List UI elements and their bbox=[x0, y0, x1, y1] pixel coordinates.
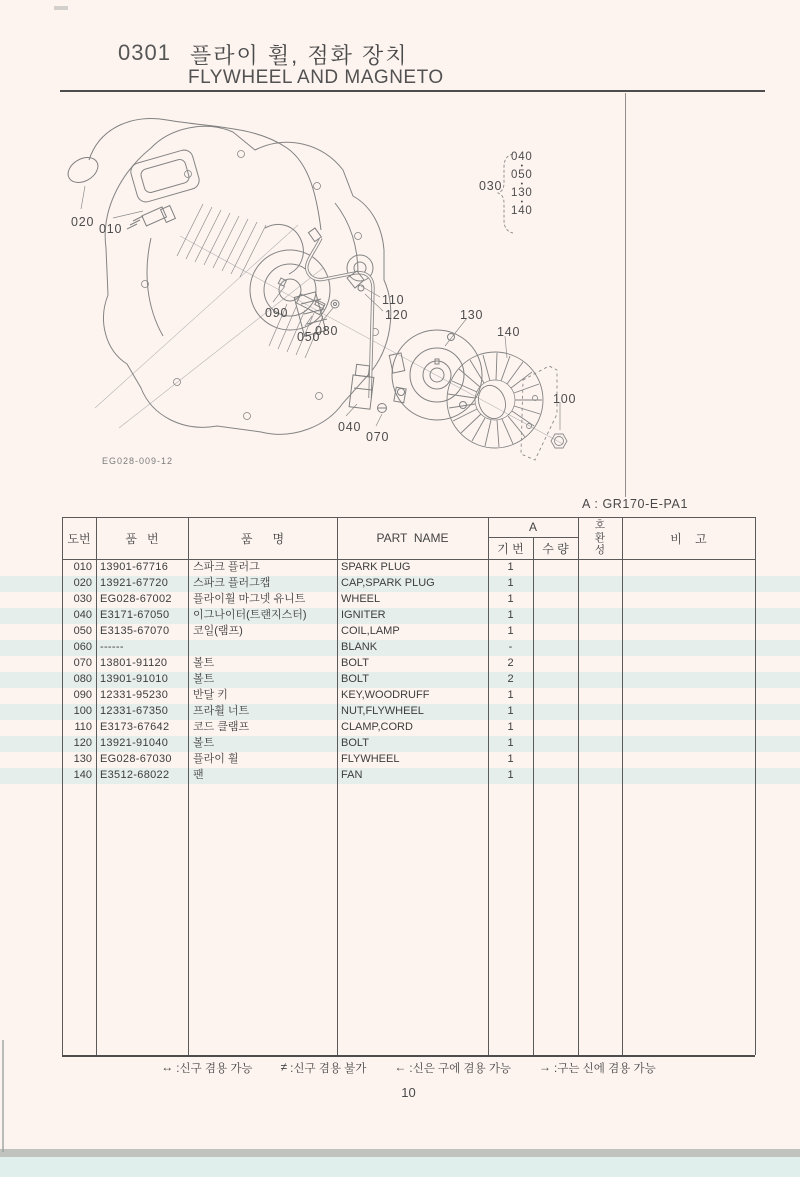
cell-name-ko bbox=[188, 639, 337, 655]
cell-qty2 bbox=[533, 575, 578, 591]
cell-part-name: NUT,FLYWHEEL bbox=[341, 705, 424, 717]
table-rows bbox=[62, 559, 755, 783]
cell-part-no: E3173-67642 bbox=[100, 721, 170, 733]
cell-qty: 1 bbox=[507, 593, 514, 605]
cell-remarks bbox=[622, 591, 755, 607]
cell-compat bbox=[578, 591, 622, 607]
cell-compat bbox=[578, 719, 622, 735]
group-dot: • bbox=[520, 181, 524, 188]
parts-table bbox=[62, 517, 755, 1055]
cell-qty: 1 bbox=[507, 625, 514, 637]
cell-part-name: WHEEL bbox=[341, 593, 381, 605]
table-border-right bbox=[755, 517, 756, 1055]
callout-120: 120 bbox=[385, 308, 409, 322]
cell-ref-no: 070 bbox=[73, 657, 92, 669]
callout-040: 040 bbox=[338, 420, 362, 434]
callout-100: 100 bbox=[553, 392, 577, 406]
cell-qty: 1 bbox=[507, 737, 514, 749]
cell-part-name: BOLT bbox=[341, 673, 369, 685]
cell-compat bbox=[578, 687, 622, 703]
legend-symbol-icon: ≠ bbox=[280, 1060, 288, 1074]
compat-char: 성 bbox=[594, 544, 606, 557]
cell-name-ko: 볼트 bbox=[193, 737, 215, 749]
table-row bbox=[62, 751, 755, 767]
cell-compat bbox=[578, 703, 622, 719]
legend-text: :신구 겸용 불가 bbox=[290, 1063, 367, 1075]
cell-name-ko: 스파크 플러그캡 bbox=[193, 577, 271, 589]
cell-ref-no: 120 bbox=[73, 737, 92, 749]
callout-130: 130 bbox=[460, 308, 484, 322]
group-dot: • bbox=[520, 199, 524, 206]
compat-char: 환 bbox=[594, 531, 606, 544]
cell-name-ko: 플라이휠 마그넷 유니트 bbox=[193, 593, 306, 605]
cell-part-no: 13921-67720 bbox=[100, 577, 169, 589]
cell-qty2 bbox=[533, 703, 578, 719]
group-item: 140 bbox=[511, 205, 533, 217]
cell-ref-no: 060 bbox=[73, 641, 92, 653]
cell-qty2 bbox=[533, 607, 578, 623]
cell-qty2 bbox=[533, 719, 578, 735]
cell-qty: 1 bbox=[507, 577, 514, 589]
cell-qty2 bbox=[533, 591, 578, 607]
table-row bbox=[62, 623, 755, 639]
cell-compat bbox=[578, 559, 622, 575]
cell-part-name: FLYWHEEL bbox=[341, 753, 400, 765]
cell-part-name: IGNITER bbox=[341, 609, 386, 621]
table-row bbox=[62, 703, 755, 719]
callout-010: 010 bbox=[99, 222, 123, 236]
cell-part-no: EG028-67030 bbox=[100, 753, 172, 765]
parts-diagram bbox=[55, 108, 675, 503]
col-header-group-a: A bbox=[528, 520, 537, 534]
cell-part-name: COIL,LAMP bbox=[341, 625, 400, 637]
compatibility-legend bbox=[62, 1060, 755, 1076]
cell-name-ko: 프라휠 너트 bbox=[193, 705, 250, 717]
page-number: 10 bbox=[401, 1085, 416, 1100]
cell-qty: 1 bbox=[507, 561, 514, 573]
cell-name-ko: 팬 bbox=[193, 769, 204, 781]
cell-name-ko: 이그나이터(트랜지스터) bbox=[193, 609, 307, 621]
cell-part-no: ------ bbox=[100, 641, 124, 653]
scan-artifact-edge bbox=[2, 1040, 4, 1152]
cell-remarks bbox=[622, 655, 755, 671]
cell-qty2 bbox=[533, 735, 578, 751]
cell-remarks bbox=[622, 671, 755, 687]
group-item: 050 bbox=[511, 169, 533, 181]
scan-artifact-band bbox=[0, 1157, 800, 1177]
cell-part-name: KEY,WOODRUFF bbox=[341, 689, 430, 701]
cell-remarks bbox=[622, 703, 755, 719]
cell-qty2 bbox=[533, 559, 578, 575]
scan-artifact-mark bbox=[54, 6, 68, 10]
cell-name-ko: 코드 클램프 bbox=[193, 721, 250, 733]
callout-070: 070 bbox=[366, 430, 390, 444]
cell-part-no: E3512-68022 bbox=[100, 769, 170, 781]
table-row bbox=[62, 671, 755, 687]
cell-compat bbox=[578, 767, 622, 783]
legend-text: :구는 신에 겸용 가능 bbox=[554, 1063, 656, 1075]
table-row bbox=[62, 639, 755, 655]
cell-part-no: E3135-67070 bbox=[100, 625, 170, 637]
table-row bbox=[62, 767, 755, 783]
cell-qty: 1 bbox=[507, 753, 514, 765]
cell-ref-no: 030 bbox=[73, 593, 92, 605]
legend-symbol-icon: ← bbox=[394, 1060, 407, 1074]
cell-ref-no: 110 bbox=[74, 721, 92, 733]
cell-remarks bbox=[622, 639, 755, 655]
legend-item bbox=[161, 1060, 252, 1076]
cell-qty: 1 bbox=[507, 609, 514, 621]
table-row bbox=[62, 591, 755, 607]
cell-name-ko: 볼트 bbox=[193, 673, 215, 685]
cell-part-no: 13921-91040 bbox=[100, 737, 169, 749]
cell-name-ko: 볼트 bbox=[193, 657, 215, 669]
cell-compat bbox=[578, 607, 622, 623]
cell-part-no: 13801-91120 bbox=[100, 657, 168, 669]
page-title-english: FLYWHEEL AND MAGNETO bbox=[188, 67, 444, 88]
cell-remarks bbox=[622, 559, 755, 575]
cell-ref-no: 140 bbox=[73, 769, 92, 781]
table-row bbox=[62, 719, 755, 735]
cell-part-name: SPARK PLUG bbox=[341, 561, 411, 573]
cell-part-no: 13901-67716 bbox=[100, 561, 169, 573]
table-row bbox=[62, 559, 755, 575]
table-row bbox=[62, 655, 755, 671]
cell-remarks bbox=[622, 623, 755, 639]
cell-part-no: EG028-67002 bbox=[100, 593, 172, 605]
table-row bbox=[62, 575, 755, 591]
col-header-part-name: PART NAME bbox=[376, 531, 449, 545]
col-header-serial: 기 번 bbox=[497, 541, 524, 556]
cell-remarks bbox=[622, 735, 755, 751]
cell-ref-no: 130 bbox=[73, 753, 92, 765]
cell-compat bbox=[578, 655, 622, 671]
header-rule bbox=[60, 90, 765, 92]
cell-remarks bbox=[622, 607, 755, 623]
cell-name-ko: 코일(램프) bbox=[193, 625, 243, 637]
callout-030-group-items bbox=[511, 152, 533, 217]
cell-qty: 2 bbox=[507, 673, 514, 685]
cell-part-name: FAN bbox=[341, 769, 363, 781]
cell-qty2 bbox=[533, 655, 578, 671]
cell-qty2 bbox=[533, 639, 578, 655]
cell-part-no: E3171-67050 bbox=[100, 609, 170, 621]
cell-compat bbox=[578, 639, 622, 655]
callout-050: 050 bbox=[297, 330, 321, 344]
legend-symbol-icon: ↔ bbox=[161, 1060, 174, 1074]
cell-part-no: 12331-95230 bbox=[100, 689, 169, 701]
cell-qty2 bbox=[533, 767, 578, 783]
cell-part-no: 13901-91010 bbox=[100, 673, 169, 685]
cell-qty2 bbox=[533, 751, 578, 767]
cell-compat bbox=[578, 671, 622, 687]
cell-part-name: BOLT bbox=[341, 657, 369, 669]
group-item: 040 bbox=[511, 151, 533, 163]
cell-remarks bbox=[622, 719, 755, 735]
cell-qty: - bbox=[508, 641, 513, 653]
figure-reference: EG028-009-12 bbox=[102, 456, 174, 466]
parts-diagram-drawing bbox=[55, 108, 675, 503]
cell-ref-no: 040 bbox=[73, 609, 92, 621]
legend-item bbox=[394, 1060, 511, 1076]
cell-remarks bbox=[622, 687, 755, 703]
cell-part-name: CLAMP,CORD bbox=[341, 721, 413, 733]
cell-compat bbox=[578, 751, 622, 767]
callout-090: 090 bbox=[265, 306, 289, 320]
cell-remarks bbox=[622, 575, 755, 591]
col-header-remarks: 비 고 bbox=[670, 531, 707, 546]
table-row bbox=[62, 607, 755, 623]
cell-part-no: 12331-67350 bbox=[100, 705, 169, 717]
col-header-part-no: 품 번 bbox=[125, 531, 159, 546]
cell-ref-no: 090 bbox=[73, 689, 92, 701]
table-border-bottom bbox=[62, 1055, 755, 1057]
cell-qty: 1 bbox=[507, 705, 514, 717]
callout-080: 080 bbox=[315, 324, 339, 338]
cell-qty2 bbox=[533, 687, 578, 703]
group-dot: • bbox=[520, 163, 524, 170]
col-header-qty: 수 량 bbox=[542, 541, 569, 556]
table-row bbox=[62, 735, 755, 751]
cell-qty: 2 bbox=[507, 657, 514, 669]
scan-artifact-band bbox=[0, 1149, 800, 1157]
legend-item bbox=[281, 1060, 367, 1076]
col-header-no: 도번 bbox=[67, 531, 91, 546]
compat-char: 호 bbox=[594, 519, 606, 532]
callout-020: 020 bbox=[71, 215, 95, 229]
cell-qty: 1 bbox=[507, 721, 514, 733]
cell-compat bbox=[578, 623, 622, 639]
col-header-name-ko: 품 명 bbox=[240, 531, 285, 546]
cell-part-name: BLANK bbox=[341, 641, 378, 653]
cell-name-ko: 플라이 휠 bbox=[193, 753, 239, 765]
callout-030: 030 bbox=[479, 179, 503, 193]
cell-compat bbox=[578, 735, 622, 751]
section-code: 0301 bbox=[118, 40, 171, 65]
col-header-compat bbox=[578, 517, 622, 559]
table-row bbox=[62, 687, 755, 703]
cell-qty2 bbox=[533, 623, 578, 639]
cell-name-ko: 반달 키 bbox=[193, 689, 228, 701]
page-title-korean: 플라이 휠, 점화 장치 bbox=[190, 43, 409, 68]
legend-symbol-icon: → bbox=[539, 1060, 552, 1074]
callout-140: 140 bbox=[497, 325, 521, 339]
model-reference-label: A : GR170-E-PA1 bbox=[582, 497, 689, 511]
legend-text: :신구 겸용 가능 bbox=[176, 1063, 253, 1075]
cell-ref-no: 050 bbox=[73, 625, 92, 637]
cell-compat bbox=[578, 575, 622, 591]
cell-ref-no: 020 bbox=[73, 577, 92, 589]
legend-text: :신은 구에 겸용 가능 bbox=[409, 1063, 512, 1075]
cell-qty: 1 bbox=[507, 769, 514, 781]
cell-remarks bbox=[622, 751, 755, 767]
cell-name-ko: 스파크 플러그 bbox=[193, 561, 260, 573]
cell-qty2 bbox=[533, 671, 578, 687]
legend-item bbox=[539, 1060, 656, 1076]
cell-qty: 1 bbox=[507, 689, 514, 701]
cell-ref-no: 080 bbox=[73, 673, 92, 685]
cell-part-name: BOLT bbox=[341, 737, 369, 749]
cell-remarks bbox=[622, 767, 755, 783]
cell-ref-no: 100 bbox=[73, 705, 92, 717]
callout-110: 110 bbox=[382, 293, 405, 307]
cell-ref-no: 010 bbox=[73, 561, 92, 573]
group-item: 130 bbox=[511, 187, 533, 199]
cell-part-name: CAP,SPARK PLUG bbox=[341, 577, 435, 589]
